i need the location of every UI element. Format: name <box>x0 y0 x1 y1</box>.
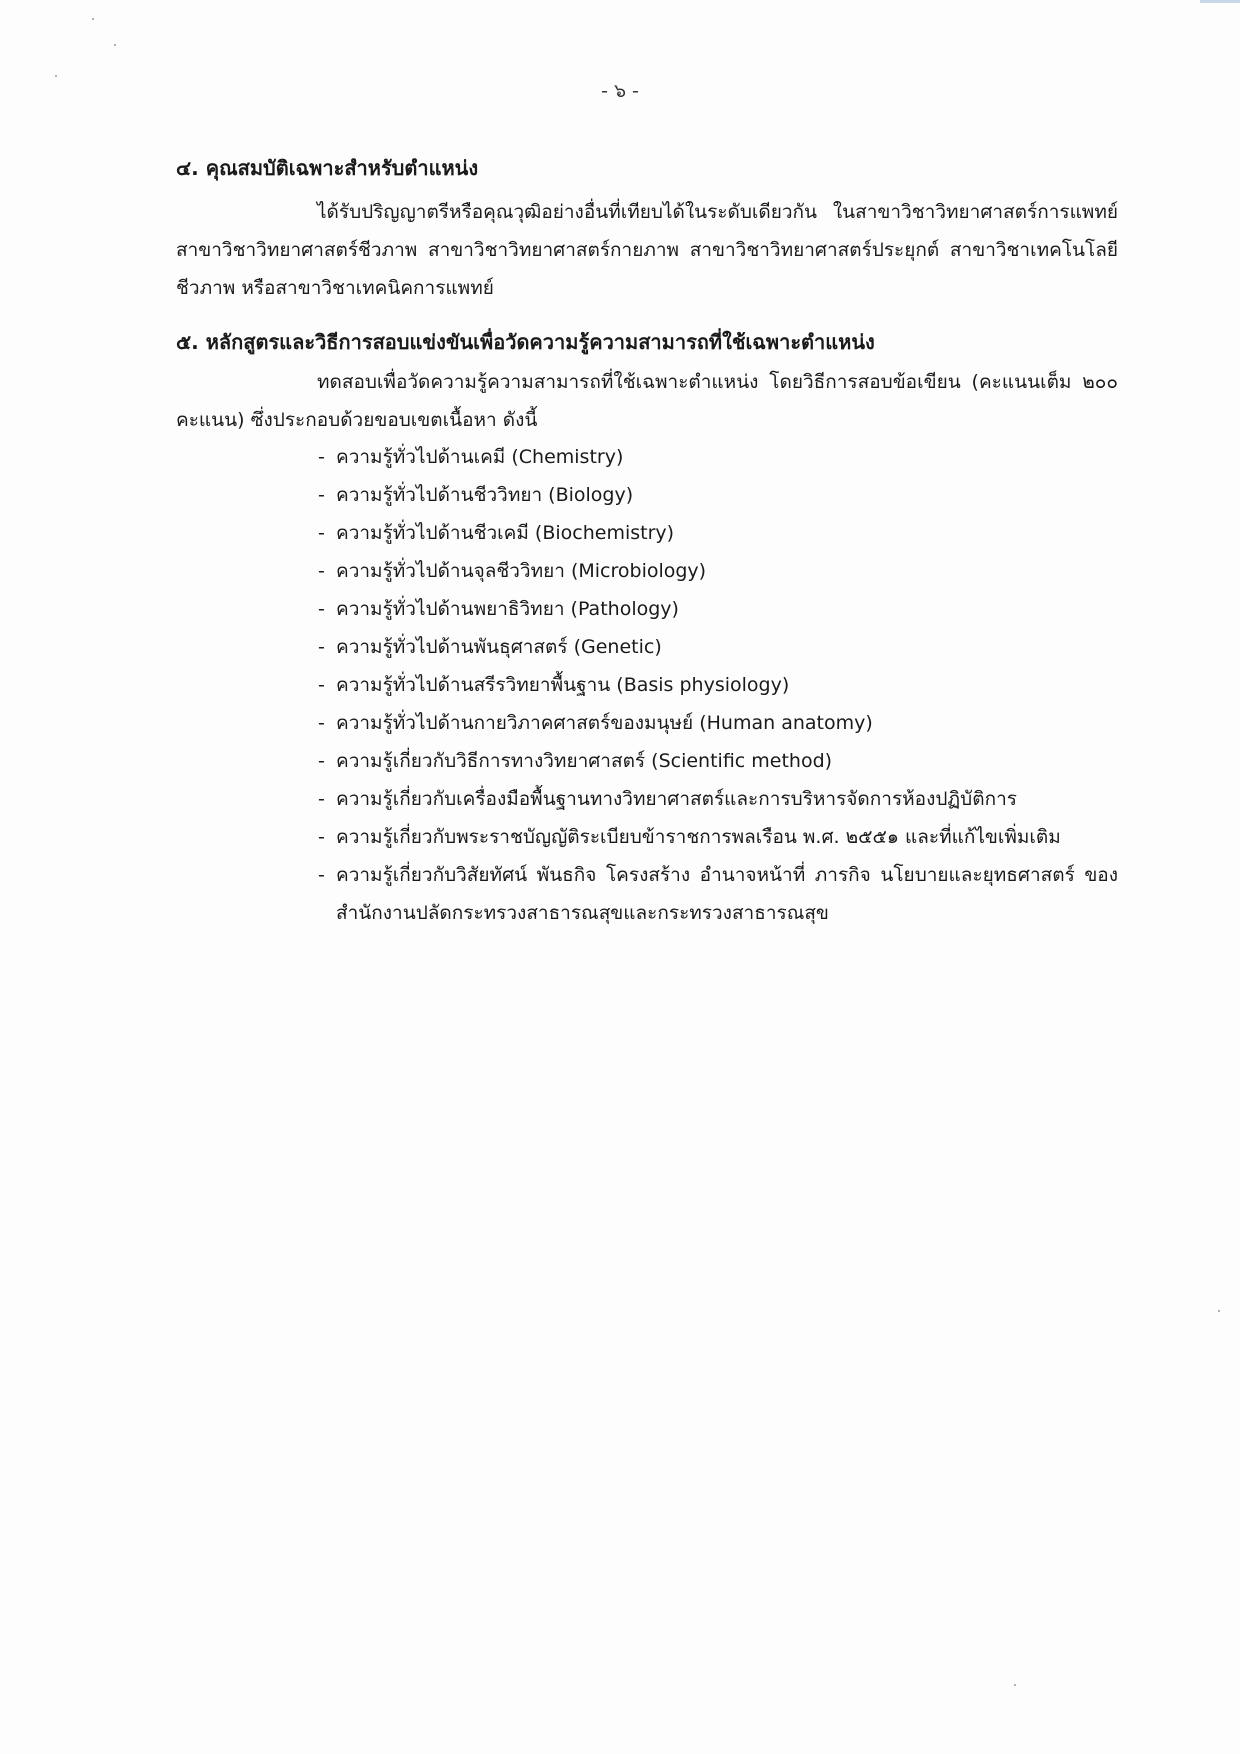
list-item-text: ความรู้ทั่วไปด้านเคมี (Chemistry) <box>336 446 624 468</box>
scan-speck <box>1014 1684 1016 1686</box>
dash-bullet: - <box>318 560 325 582</box>
list-item <box>318 476 1118 514</box>
list-item-text: ความรู้ทั่วไปด้านพยาธิวิทยา (Pathology) <box>336 598 679 620</box>
dash-bullet: - <box>318 674 325 696</box>
list-item <box>318 514 1118 552</box>
dash-bullet: - <box>318 598 325 620</box>
scan-speck <box>92 18 94 20</box>
list-item-text: ความรู้เกี่ยวกับวิธีการทางวิทยาศาสตร์ (Scientific method) <box>336 750 833 772</box>
section-5-body: ทดสอบเพื่อวัดความรู้ความสามารถที่ใช้เฉพาะตำแหน่ง โดยวิธีการสอบข้อเขียน (คะแนนเต็ม ๒๐๐ คะแนน) ซึ่งประกอบด้วยขอบเขตเนื้อหา ดังนี้ <box>176 371 1118 431</box>
dash-bullet: - <box>318 750 325 772</box>
list-item-text: ความรู้เกี่ยวกับเครื่องมือพื้นฐานทางวิทยาศาสตร์และการบริหารจัดการห้องปฏิบัติการ <box>336 788 1017 810</box>
scan-speck <box>114 44 116 46</box>
list-item <box>318 628 1118 666</box>
list-item <box>318 780 1118 818</box>
list-item-text: ความรู้ทั่วไปด้านสรีรวิทยาพื้นฐาน (Basis physiology) <box>336 674 790 696</box>
dash-bullet: - <box>318 522 325 544</box>
section-4-heading: ๔. คุณสมบัติเฉพาะสำหรับตำแหน่ง <box>176 156 479 180</box>
list-item <box>318 856 1118 932</box>
dash-bullet: - <box>318 636 325 658</box>
section-5-heading: ๕. หลักสูตรและวิธีการสอบแข่งขันเพื่อวัดความรู้ความสามารถที่ใช้เฉพาะตำแหน่ง <box>176 330 875 354</box>
dash-bullet: - <box>318 826 325 848</box>
list-item <box>318 666 1118 704</box>
section-4-body: ได้รับปริญญาตรีหรือคุณวุฒิอย่างอื่นที่เทียบได้ในระดับเดียวกัน ในสาขาวิชาวิทยาศาสตร์การแพทย์ สาขาวิชาวิทยาศาสตร์ชีวภาพ สาขาวิชาวิทยาศาสตร์กายภาพ สาขาวิชาวิทยาศาสตร์ประยุกต์ สาขาวิชาเทคโนโลยีชีวภาพ หรือสาขาวิชาเทคนิคการแพทย์ <box>176 201 1118 299</box>
list-item <box>318 818 1118 856</box>
page-number: - ๖ - <box>601 80 639 102</box>
list-item <box>318 552 1118 590</box>
list-item-text: ความรู้ทั่วไปด้านจุลชีววิทยา (Microbiology) <box>336 560 707 582</box>
list-item-text: ความรู้ทั่วไปด้านชีววิทยา (Biology) <box>336 484 634 506</box>
dash-bullet: - <box>318 446 325 468</box>
list-item <box>318 742 1118 780</box>
scan-edge-mark <box>1200 0 1240 3</box>
exam-topics-list <box>318 438 1118 932</box>
dash-bullet: - <box>318 484 325 506</box>
list-item-text: ความรู้เกี่ยวกับพระราชบัญญัติระเบียบข้าราชการพลเรือน พ.ศ. ๒๕๕๑ และที่แก้ไขเพิ่มเติม <box>336 826 1061 848</box>
list-item-text: ความรู้ทั่วไปด้านพันธุศาสตร์ (Genetic) <box>336 636 662 658</box>
dash-bullet: - <box>318 712 325 734</box>
dash-bullet: - <box>318 788 325 810</box>
list-item <box>318 438 1118 476</box>
list-item-text: ความรู้เกี่ยวกับวิสัยทัศน์ พันธกิจ โครงสร้าง อำนาจหน้าที่ ภารกิจ นโยบายและยุทธศาสตร์ ของสำนักงานปลัดกระทรวงสาธารณสุขและกระทรวงสาธารณสุข <box>336 864 1118 924</box>
list-item <box>318 590 1118 628</box>
list-item-text: ความรู้ทั่วไปด้านกายวิภาคศาสตร์ของมนุษย์ (Human anatomy) <box>336 712 873 734</box>
list-item <box>318 704 1118 742</box>
list-item-text: ความรู้ทั่วไปด้านชีวเคมี (Biochemistry) <box>336 522 675 544</box>
dash-bullet: - <box>318 864 325 886</box>
scan-speck <box>1218 1310 1220 1312</box>
